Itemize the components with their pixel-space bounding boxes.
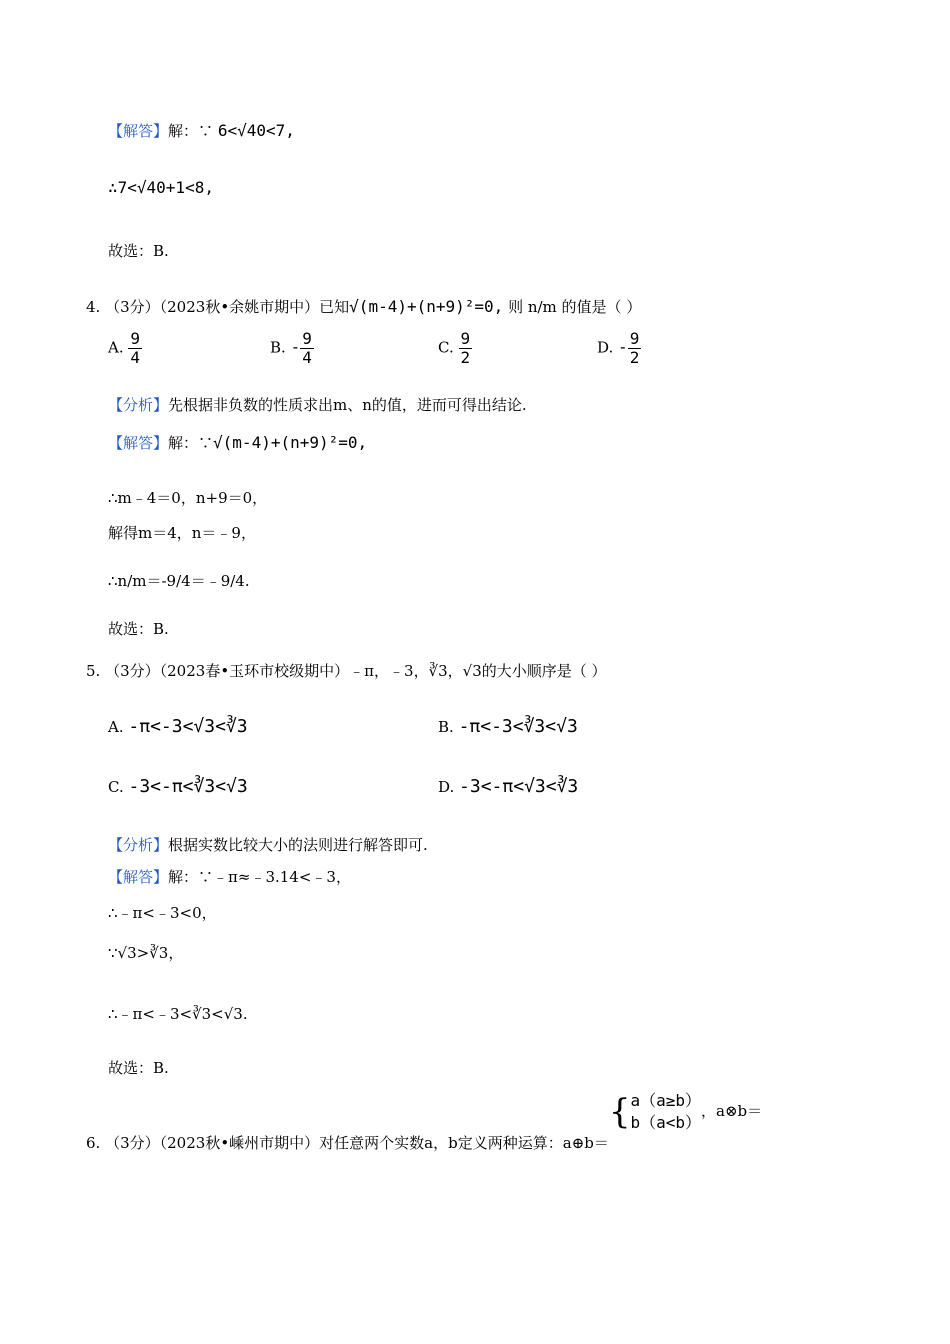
- q4-option-a: [108, 330, 142, 367]
- fraction: [300, 330, 314, 367]
- q4-answer-expr: √(m-4)+(n+9)²=0,: [213, 433, 368, 452]
- neg: -: [618, 337, 628, 357]
- q5-answer-text-1: 解：∵﹣π≈﹣3.14<﹣3，: [168, 868, 351, 886]
- answer-tag: 【解答】: [108, 868, 169, 886]
- q4-option-b: [270, 330, 314, 367]
- num: 9: [302, 329, 312, 348]
- q4-stem: [86, 296, 641, 317]
- q5-choice: 故选：B.: [108, 1059, 169, 1077]
- option-expr: -3<-π<∛3<√3: [128, 776, 248, 797]
- q4-option-c: [438, 330, 472, 367]
- option-label: C.: [438, 338, 454, 357]
- q5-answer-line-3: ∵√3>∛3，: [108, 944, 184, 962]
- q4-number: 4.: [86, 298, 101, 316]
- q4-choice: 故选：B.: [108, 620, 169, 638]
- q3-answer-expr-2: ∴7<√40+1<8,: [108, 178, 214, 197]
- num: 9: [629, 329, 640, 348]
- q6-number: 6.: [86, 1134, 101, 1152]
- q4-answer-line-1: [108, 432, 367, 453]
- den: 2: [460, 348, 471, 367]
- q5-answer-line-2: ∴﹣π<﹣3<0，: [108, 904, 217, 922]
- q4-analysis-text: 先根据非负数的性质求出m、n的值，进而可得出结论.: [168, 396, 527, 414]
- q4-answer-prefix: 解：∵: [168, 434, 214, 452]
- option-label: A.: [108, 718, 124, 736]
- fraction: [628, 330, 642, 367]
- analysis-tag: 【分析】: [108, 396, 169, 414]
- option-label: D.: [438, 778, 455, 796]
- left-brace: {: [608, 1092, 631, 1132]
- q3-answer-prefix: 解：∵: [168, 122, 214, 140]
- analysis-tag: 【分析】: [108, 836, 169, 854]
- answer-tag: 【解答】: [108, 434, 169, 452]
- option-label: B.: [438, 718, 454, 736]
- den: 4: [130, 348, 141, 367]
- q4-source: （2023秋•余姚市期中）已知: [159, 298, 350, 316]
- fraction: [128, 330, 142, 367]
- piecewise-cases: [630, 1090, 701, 1134]
- q5-analysis-text: 根据实数比较大小的法则进行解答即可.: [168, 836, 428, 854]
- q3-answer-line-2: [108, 178, 214, 197]
- option-expr: -π<-3<∛3<√3: [458, 716, 578, 737]
- den: 4: [302, 348, 312, 367]
- q4-stem-tail: 则 n/m 的值是（ ）: [508, 298, 642, 316]
- q4-option-d: [597, 330, 641, 367]
- q3-answer-line-1: [108, 120, 295, 141]
- fraction: [459, 330, 473, 367]
- q6-stem: [86, 1090, 763, 1152]
- q5-answer-line-4: ∴﹣π<﹣3<∛3<√3.: [108, 1005, 248, 1023]
- q5-answer-line-1: [108, 866, 351, 887]
- option-label: C.: [108, 778, 124, 796]
- option-label: B.: [270, 338, 286, 357]
- q5-number: 5.: [86, 662, 101, 680]
- num: 9: [460, 329, 471, 348]
- den: 2: [629, 348, 640, 367]
- q4-analysis: [108, 394, 527, 415]
- q5-option-a: [108, 716, 248, 737]
- neg: -: [290, 337, 301, 357]
- q4-answer-line-4: ∴n/m＝-9/4＝﹣9/4.: [108, 572, 250, 590]
- option-label: A.: [108, 338, 124, 357]
- q3-choice: 故选：B.: [108, 242, 169, 260]
- q5-score: （3分）: [105, 662, 160, 680]
- q6-source: （2023秋•嵊州市期中）对任意两个实数a，b定义两种运算：a⊕b＝: [159, 1134, 609, 1152]
- q3-answer-expr-1: 6<√40<7,: [217, 121, 295, 140]
- q5-source: （2023春•玉环市校级期中）﹣π，﹣3，∛3，√3的大小顺序是（ ）: [159, 662, 607, 680]
- option-label: D.: [597, 338, 614, 357]
- answer-tag: 【解答】: [108, 122, 169, 140]
- q4-answer-line-3: 解得m＝4，n＝﹣9，: [108, 524, 256, 542]
- q5-option-c: [108, 776, 248, 797]
- q5-analysis: [108, 834, 428, 855]
- case-2: b（a<b）: [630, 1113, 702, 1132]
- option-expr: -π<-3<√3<∛3: [128, 716, 248, 737]
- num: 9: [130, 329, 141, 348]
- q4-answer-line-2: ∴m﹣4＝0，n+9＝0，: [108, 489, 268, 507]
- q5-option-b: [438, 716, 578, 737]
- q4-score: （3分）: [105, 298, 160, 316]
- case-1: a（a≥b）: [630, 1091, 702, 1110]
- q6-tail: ，a⊗b＝: [701, 1102, 763, 1120]
- q6-score: （3分）: [105, 1134, 160, 1152]
- q4-stem-expr: √(m-4)+(n+9)²=0,: [349, 297, 504, 316]
- option-expr: -3<-π<√3<∛3: [459, 776, 579, 797]
- q5-stem: [86, 660, 607, 681]
- q5-option-d: [438, 776, 578, 797]
